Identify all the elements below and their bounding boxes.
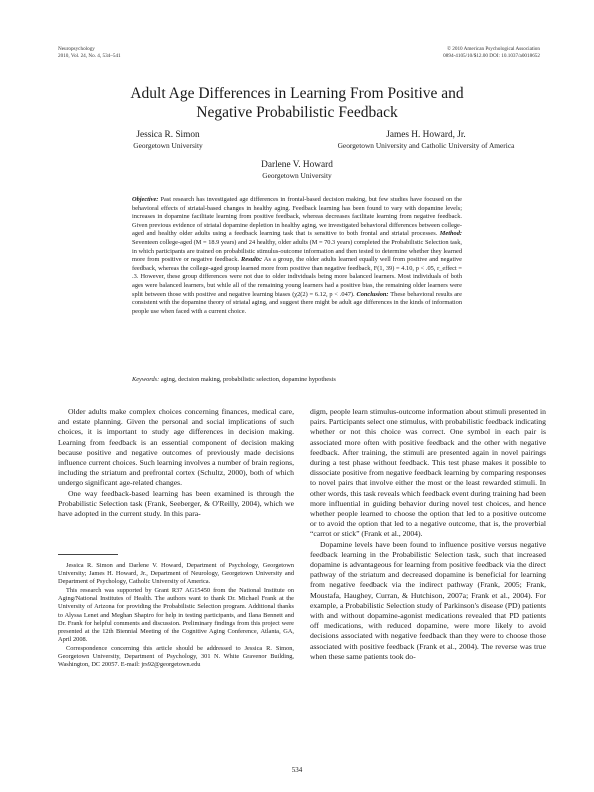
body-paragraph: One way feedback-based learning has been examined is through the Probabilistic Selection task (Frank, Seeberger, & O'Reilly, 2004), which we have adopted in the current study. In this para- xyxy=(58,488,294,519)
objective-text: Past research has investigated age differences in frontal-based decision making, but few studies have focused on the behavioral effects of striatal-based changes in healthy aging. Feedback learning has been found to vary with dopamine levels; increases in dopamine facilitate learning from positive feedback, whereas decreases facilitate learning from negative feedback. Given previous evidence of striatal dopamine depletion in healthy aging, we investigated behavioral differences between college-aged and healthy older adults using a feedback learning task that is sensitive to both frontal and striatal processes. xyxy=(132,196,462,238)
author-note xyxy=(58,562,294,670)
body-paragraph: Older adults make complex choices concerning finances, medical care, and estate planning. Given the personal and social implications of such choices, it is important to study age differences in decision making. Learning from feedback is an essential component of decision making because positive and negative outcomes of previously made decisions influence current choices. Such learning involves a number of brain regions, including the striatum and prefrontal cortex (Schultz, 2000), both of which undergo significant age-related changes. xyxy=(58,407,294,488)
article-title xyxy=(60,84,534,122)
copyright-notice: © 2010 American Psychological Association xyxy=(447,46,540,52)
method-label: Method: xyxy=(439,230,462,238)
author-name: Darlene V. Howard xyxy=(261,160,333,170)
method-text: Seventeen college-aged (M = 18.9 years) and 24 healthy, older adults (M = 70.3 years) completed the Probabilistic Selection task, in which participants are trained on probabilistic stimulus-outcome information and then tested to determine whether they learned more from positive or negative feedback. xyxy=(132,238,462,264)
running-header-right xyxy=(443,46,540,59)
title-line-2: Negative Probabilistic Feedback xyxy=(196,104,398,121)
author-affiliation: Georgetown University and Catholic University of America xyxy=(337,141,515,150)
abstract xyxy=(132,196,462,316)
running-header-left xyxy=(58,46,121,59)
author-name: James H. Howard, Jr. xyxy=(386,130,466,140)
title-line-1: Adult Age Differences in Learning From Positive and xyxy=(130,85,464,102)
conclusion-label: Conclusion: xyxy=(356,290,389,298)
author-block-1 xyxy=(108,130,228,150)
journal-name: Neuropsychology xyxy=(58,46,95,52)
keywords-text: aging, decision making, probabilistic selection, dopamine hypothesis xyxy=(160,376,336,383)
conclusion-text: These behavioral results are consistent with the dopamine theory of striatal aging, and suggest there might be adult age differences in the kinds of information people use when faced with a current choice. xyxy=(132,290,462,315)
volume-info: 2010, Vol. 24, No. 4, 534–541 xyxy=(58,52,121,59)
body-paragraph: Dopamine levels have been found to influence positive versus negative feedback learning in the Probabilistic Selection task, such that increased dopamine is advantageous for learning from positive feedback via the direct pathway of the striatum and decreased dopamine is beneficial for learning from negative feedback via the indirect pathway (Frank, 2005; Frank, Moustafa, Haughey, Curran, & Hutchison, 2007a; Frank et al., 2004). For example, a Probabilistic Selection study of Parkinson's disease (PD) patients with and without dopamine-agonist medications revealed that PD patients off medications, with reduced dopamine, were more likely to avoid decisions associated with negative feedback than they were to choose those associated with positive feedback (Frank et al., 2004). The reverse was true when these same patients took do- xyxy=(310,539,546,661)
body-paragraph: digm, people learn stimulus-outcome information about stimuli presented in pairs. Participants select one stimulus, with probabilistic feedback indicating whether or not this choice was correct. One symbol in each pair is associated more often with positive feedback and the other with negative feedback. After training, the stimuli are presented again in novel pairings during a test phase without feedback. This test phase makes it possible to dissociate positive from negative feedback learning by comparing responses to novel pairs that involve either the most or the least rewarded stimuli. In other words, this task reveals which feedback event during training had been more influential in guiding behavior during novel test choices, and hence whether people learned to choose the option that led to a positive outcome or to avoid the option that led to a negative outcome, that is, the proverbial “carrot or stick” (Frank et al., 2004). xyxy=(310,407,546,539)
author-name: Jessica R. Simon xyxy=(136,130,200,140)
author-affiliation: Georgetown University xyxy=(262,171,332,180)
author-affiliation: Georgetown University xyxy=(133,141,203,150)
objective-label: Objective: xyxy=(132,196,159,203)
issn-doi: 0894-4105/10/$12.00 DOI: 10.1037/a0018652 xyxy=(443,52,540,59)
abstract-text xyxy=(132,196,462,316)
footnote-paragraph: Jessica R. Simon and Darlene V. Howard, Department of Psychology, Georgetown University; James H. Howard, Jr., Department of Neurology, Georgetown University and Department of Psychology, Catholic University of America. xyxy=(58,562,294,586)
footnote-paragraph: Correspondence concerning this article should be addressed to Jessica R. Simon, Georgetown University, Department of Psychology, 301 N. White Gravenor Building, Washington, DC 20057. E-mail: jrs92@georgetown.edu xyxy=(58,644,294,669)
results-text: As a group, the older adults learned equally well from positive and negative feedback, whereas the college-aged group learned more from positive than negative feedback, F(1, 39) = 4.10, p < .05, r_effect = .3. However, these group differences were not due to older individuals being more balanced learners. Most individuals of both ages were balanced learners, but while all of the remaining young learners had a positive bias, the remaining older learners were split between those with positive and negative learning biases (χ2(2) = 6.12, p < .047). xyxy=(132,256,462,298)
footnote-divider xyxy=(58,554,118,555)
footnote-paragraph: This research was supported by Grant R37 AG15450 from the National Institute on Aging/National Institutes of Health. The authors want to thank Dr. Michael Frank at the University of Arizona for providing the Probabilistic Selection program. Additional thanks to Alyssa Lenet and Meghan Shapiro for help in testing participants, and Ilana Bennett and Dr. Frank for helpful comments and discussion. Preliminary findings from this project were presented at the 12th Biennial Meeting of the Cognitive Aging Conference, Atlanta, GA, April 2008. xyxy=(58,587,294,643)
body-column-right xyxy=(310,407,546,662)
keywords xyxy=(132,376,462,385)
page-number: 534 xyxy=(291,766,303,774)
keywords-label: Keywords: xyxy=(132,376,160,383)
results-label: Results: xyxy=(241,256,263,264)
body-column-left xyxy=(58,407,294,519)
author-block-2 xyxy=(310,130,542,150)
author-block-3 xyxy=(222,160,372,180)
